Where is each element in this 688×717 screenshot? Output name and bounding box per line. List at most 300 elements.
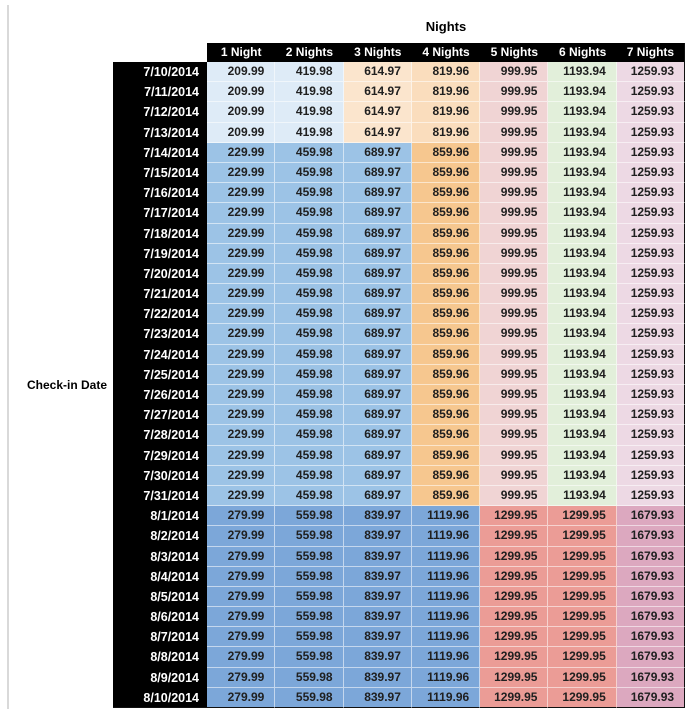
price-cell: 1119.96 xyxy=(412,547,480,567)
price-cell: 859.96 xyxy=(412,244,480,264)
check-in-date-cell: 7/12/2014 xyxy=(113,102,207,122)
column-header-5-nights: 5 Nights xyxy=(480,43,548,62)
price-cell: 1299.95 xyxy=(480,607,548,627)
price-cell: 279.99 xyxy=(207,526,275,546)
price-cell: 229.99 xyxy=(207,324,275,344)
price-cell: 1299.95 xyxy=(480,587,548,607)
price-cell: 1299.95 xyxy=(480,526,548,546)
check-in-date-cell: 7/28/2014 xyxy=(113,425,207,445)
price-cell: 229.99 xyxy=(207,365,275,385)
price-cell: 999.95 xyxy=(480,304,548,324)
price-cell: 459.98 xyxy=(275,446,343,466)
table-row xyxy=(113,304,685,324)
price-cell: 689.97 xyxy=(344,183,412,203)
check-in-date-cell: 7/24/2014 xyxy=(113,345,207,365)
price-cell: 999.95 xyxy=(480,143,548,163)
price-cell: 229.99 xyxy=(207,385,275,405)
price-cell: 1119.96 xyxy=(412,506,480,526)
price-cell: 559.98 xyxy=(275,547,343,567)
price-cell: 689.97 xyxy=(344,385,412,405)
check-in-date-cell: 7/20/2014 xyxy=(113,264,207,284)
price-cell: 1259.93 xyxy=(617,405,685,425)
table-row xyxy=(113,425,685,445)
check-in-date-cell: 7/30/2014 xyxy=(113,466,207,486)
price-cell: 229.99 xyxy=(207,284,275,304)
table-row xyxy=(113,143,685,163)
price-cell: 999.95 xyxy=(480,365,548,385)
price-cell: 689.97 xyxy=(344,304,412,324)
table-row xyxy=(113,526,685,546)
price-cell: 819.96 xyxy=(412,82,480,102)
table-row xyxy=(113,123,685,143)
price-cell: 209.99 xyxy=(207,102,275,122)
price-cell: 459.98 xyxy=(275,324,343,344)
price-cell: 1259.93 xyxy=(617,244,685,264)
price-cell: 229.99 xyxy=(207,244,275,264)
price-cell: 279.99 xyxy=(207,567,275,587)
check-in-date-cell: 7/13/2014 xyxy=(113,123,207,143)
table-row xyxy=(113,405,685,425)
price-cell: 1193.94 xyxy=(548,82,616,102)
price-cell: 1119.96 xyxy=(412,688,480,708)
table-row xyxy=(113,587,685,607)
check-in-date-cell: 7/23/2014 xyxy=(113,324,207,344)
table-row xyxy=(113,224,685,244)
price-cell: 689.97 xyxy=(344,345,412,365)
table-row xyxy=(113,62,685,82)
price-cell: 1259.93 xyxy=(617,264,685,284)
table-row xyxy=(113,365,685,385)
price-cell: 1259.93 xyxy=(617,284,685,304)
price-cell: 1299.95 xyxy=(548,506,616,526)
price-cell: 1259.93 xyxy=(617,486,685,506)
price-cell: 1119.96 xyxy=(412,627,480,647)
price-cell: 689.97 xyxy=(344,324,412,344)
price-cell: 1259.93 xyxy=(617,203,685,223)
price-cell: 859.96 xyxy=(412,405,480,425)
price-cell: 1299.95 xyxy=(480,547,548,567)
price-cell: 1299.95 xyxy=(548,627,616,647)
check-in-date-cell: 8/7/2014 xyxy=(113,627,207,647)
price-cell: 279.99 xyxy=(207,587,275,607)
check-in-date-axis-label: Check-in Date xyxy=(26,378,107,392)
price-cell: 459.98 xyxy=(275,486,343,506)
price-cell: 999.95 xyxy=(480,425,548,445)
price-cell: 1119.96 xyxy=(412,526,480,546)
price-cell: 689.97 xyxy=(344,405,412,425)
price-cell: 459.98 xyxy=(275,203,343,223)
check-in-date-cell: 7/16/2014 xyxy=(113,183,207,203)
price-cell: 1193.94 xyxy=(548,486,616,506)
price-cell: 859.96 xyxy=(412,224,480,244)
price-cell: 819.96 xyxy=(412,62,480,82)
price-cell: 1299.95 xyxy=(480,647,548,667)
price-cell: 1679.93 xyxy=(617,627,685,647)
price-cell: 229.99 xyxy=(207,264,275,284)
price-cell: 1259.93 xyxy=(617,345,685,365)
price-cell: 459.98 xyxy=(275,224,343,244)
check-in-date-cell: 7/10/2014 xyxy=(113,62,207,82)
price-cell: 1193.94 xyxy=(548,345,616,365)
check-in-date-cell: 8/4/2014 xyxy=(113,567,207,587)
price-cell: 859.96 xyxy=(412,486,480,506)
price-cell: 229.99 xyxy=(207,163,275,183)
price-cell: 229.99 xyxy=(207,224,275,244)
price-cell: 559.98 xyxy=(275,567,343,587)
price-cell: 999.95 xyxy=(480,466,548,486)
price-cell: 839.97 xyxy=(344,567,412,587)
price-cell: 1299.95 xyxy=(548,587,616,607)
price-cell: 839.97 xyxy=(344,607,412,627)
check-in-date-cell: 7/29/2014 xyxy=(113,446,207,466)
price-cell: 999.95 xyxy=(480,102,548,122)
table-row xyxy=(113,244,685,264)
table-row xyxy=(113,688,685,708)
price-cell: 859.96 xyxy=(412,264,480,284)
price-cell: 1299.95 xyxy=(548,607,616,627)
table-row xyxy=(113,345,685,365)
price-cell: 209.99 xyxy=(207,123,275,143)
price-cell: 209.99 xyxy=(207,62,275,82)
check-in-date-cell: 8/2/2014 xyxy=(113,526,207,546)
table-row xyxy=(113,668,685,688)
check-in-date-cell: 8/8/2014 xyxy=(113,647,207,667)
price-cell: 459.98 xyxy=(275,183,343,203)
price-cell: 859.96 xyxy=(412,365,480,385)
check-in-date-cell: 7/27/2014 xyxy=(113,405,207,425)
table-row xyxy=(113,102,685,122)
price-cell: 209.99 xyxy=(207,82,275,102)
price-cell: 1193.94 xyxy=(548,284,616,304)
price-cell: 1193.94 xyxy=(548,425,616,445)
price-cell: 1679.93 xyxy=(617,526,685,546)
table-row xyxy=(113,446,685,466)
price-cell: 859.96 xyxy=(412,183,480,203)
table-row xyxy=(113,486,685,506)
table-row xyxy=(113,385,685,405)
price-cell: 1299.95 xyxy=(480,506,548,526)
price-cell: 229.99 xyxy=(207,466,275,486)
price-cell: 459.98 xyxy=(275,264,343,284)
price-cell: 999.95 xyxy=(480,183,548,203)
price-cell: 999.95 xyxy=(480,224,548,244)
table-row xyxy=(113,284,685,304)
price-cell: 999.95 xyxy=(480,385,548,405)
price-cell: 839.97 xyxy=(344,526,412,546)
price-cell: 1679.93 xyxy=(617,587,685,607)
price-cell: 1259.93 xyxy=(617,304,685,324)
price-cell: 229.99 xyxy=(207,446,275,466)
corner-spacer xyxy=(113,43,207,62)
table-row xyxy=(113,264,685,284)
price-cell: 1193.94 xyxy=(548,385,616,405)
check-in-date-cell: 8/10/2014 xyxy=(113,688,207,708)
price-cell: 999.95 xyxy=(480,82,548,102)
price-cell: 559.98 xyxy=(275,526,343,546)
price-cell: 279.99 xyxy=(207,547,275,567)
table-row xyxy=(113,82,685,102)
price-cell: 999.95 xyxy=(480,345,548,365)
price-cell: 1299.95 xyxy=(548,668,616,688)
column-header-1-night: 1 Night xyxy=(207,43,275,62)
price-cell: 419.98 xyxy=(275,82,343,102)
price-cell: 1193.94 xyxy=(548,264,616,284)
price-cell: 999.95 xyxy=(480,244,548,264)
price-cell: 859.96 xyxy=(412,304,480,324)
check-in-date-cell: 7/15/2014 xyxy=(113,163,207,183)
price-cell: 1193.94 xyxy=(548,244,616,264)
price-cell: 559.98 xyxy=(275,627,343,647)
price-cell: 1259.93 xyxy=(617,143,685,163)
check-in-date-cell: 7/21/2014 xyxy=(113,284,207,304)
price-cell: 229.99 xyxy=(207,183,275,203)
check-in-date-cell: 7/18/2014 xyxy=(113,224,207,244)
price-cell: 859.96 xyxy=(412,385,480,405)
table-body xyxy=(113,62,685,708)
price-cell: 1193.94 xyxy=(548,183,616,203)
price-cell: 229.99 xyxy=(207,425,275,445)
price-cell: 1679.93 xyxy=(617,607,685,627)
price-cell: 279.99 xyxy=(207,668,275,688)
check-in-date-cell: 8/6/2014 xyxy=(113,607,207,627)
price-cell: 999.95 xyxy=(480,446,548,466)
price-cell: 1299.95 xyxy=(480,688,548,708)
price-cell: 459.98 xyxy=(275,304,343,324)
check-in-date-cell: 8/5/2014 xyxy=(113,587,207,607)
price-cell: 1259.93 xyxy=(617,183,685,203)
price-cell: 839.97 xyxy=(344,668,412,688)
left-gridline xyxy=(7,5,9,709)
price-cell: 1259.93 xyxy=(617,365,685,385)
price-cell: 999.95 xyxy=(480,324,548,344)
price-cell: 839.97 xyxy=(344,587,412,607)
price-cell: 614.97 xyxy=(344,62,412,82)
table-row xyxy=(113,607,685,627)
price-cell: 999.95 xyxy=(480,123,548,143)
price-cell: 999.95 xyxy=(480,203,548,223)
check-in-date-cell: 7/17/2014 xyxy=(113,203,207,223)
pricing-table xyxy=(113,43,685,708)
check-in-date-cell: 7/22/2014 xyxy=(113,304,207,324)
price-cell: 559.98 xyxy=(275,506,343,526)
price-cell: 819.96 xyxy=(412,123,480,143)
price-cell: 1259.93 xyxy=(617,224,685,244)
price-cell: 1259.93 xyxy=(617,425,685,445)
price-cell: 859.96 xyxy=(412,163,480,183)
price-cell: 1119.96 xyxy=(412,647,480,667)
table-header-row xyxy=(113,43,685,62)
price-cell: 419.98 xyxy=(275,123,343,143)
price-cell: 689.97 xyxy=(344,143,412,163)
price-cell: 1679.93 xyxy=(617,547,685,567)
price-cell: 1193.94 xyxy=(548,304,616,324)
price-cell: 229.99 xyxy=(207,203,275,223)
price-cell: 614.97 xyxy=(344,102,412,122)
table-row xyxy=(113,547,685,567)
check-in-date-cell: 8/1/2014 xyxy=(113,506,207,526)
price-cell: 689.97 xyxy=(344,264,412,284)
table-row xyxy=(113,183,685,203)
column-header-6-nights: 6 Nights xyxy=(548,43,616,62)
price-cell: 419.98 xyxy=(275,102,343,122)
price-cell: 1259.93 xyxy=(617,446,685,466)
price-cell: 459.98 xyxy=(275,244,343,264)
price-cell: 1193.94 xyxy=(548,123,616,143)
price-cell: 559.98 xyxy=(275,587,343,607)
price-cell: 1679.93 xyxy=(617,567,685,587)
price-cell: 999.95 xyxy=(480,284,548,304)
table-row xyxy=(113,647,685,667)
price-cell: 689.97 xyxy=(344,486,412,506)
price-cell: 1119.96 xyxy=(412,607,480,627)
price-cell: 689.97 xyxy=(344,365,412,385)
price-cell: 689.97 xyxy=(344,163,412,183)
price-cell: 1193.94 xyxy=(548,62,616,82)
price-cell: 1193.94 xyxy=(548,324,616,344)
price-cell: 999.95 xyxy=(480,264,548,284)
price-cell: 1259.93 xyxy=(617,385,685,405)
price-cell: 999.95 xyxy=(480,486,548,506)
price-cell: 839.97 xyxy=(344,688,412,708)
price-cell: 459.98 xyxy=(275,365,343,385)
column-header-3-nights: 3 Nights xyxy=(344,43,412,62)
price-cell: 229.99 xyxy=(207,486,275,506)
price-cell: 559.98 xyxy=(275,607,343,627)
price-cell: 1299.95 xyxy=(548,567,616,587)
price-cell: 559.98 xyxy=(275,647,343,667)
price-cell: 859.96 xyxy=(412,143,480,163)
price-cell: 419.98 xyxy=(275,62,343,82)
price-cell: 689.97 xyxy=(344,224,412,244)
price-cell: 1299.95 xyxy=(548,526,616,546)
check-in-date-cell: 7/26/2014 xyxy=(113,385,207,405)
price-cell: 1679.93 xyxy=(617,688,685,708)
table-row xyxy=(113,203,685,223)
check-in-date-cell: 7/11/2014 xyxy=(113,82,207,102)
price-cell: 614.97 xyxy=(344,82,412,102)
table-row xyxy=(113,567,685,587)
price-cell: 1299.95 xyxy=(548,547,616,567)
price-cell: 859.96 xyxy=(412,466,480,486)
price-cell: 459.98 xyxy=(275,425,343,445)
price-cell: 279.99 xyxy=(207,607,275,627)
price-cell: 1259.93 xyxy=(617,62,685,82)
price-cell: 459.98 xyxy=(275,284,343,304)
price-cell: 1259.93 xyxy=(617,324,685,344)
price-cell: 1119.96 xyxy=(412,587,480,607)
price-cell: 1299.95 xyxy=(480,567,548,587)
price-cell: 1193.94 xyxy=(548,446,616,466)
price-cell: 689.97 xyxy=(344,284,412,304)
price-cell: 859.96 xyxy=(412,345,480,365)
price-cell: 1193.94 xyxy=(548,224,616,244)
price-cell: 1299.95 xyxy=(548,688,616,708)
price-cell: 1259.93 xyxy=(617,163,685,183)
price-cell: 1259.93 xyxy=(617,123,685,143)
price-cell: 689.97 xyxy=(344,203,412,223)
price-cell: 1679.93 xyxy=(617,506,685,526)
price-cell: 689.97 xyxy=(344,446,412,466)
price-cell: 1193.94 xyxy=(548,143,616,163)
price-cell: 859.96 xyxy=(412,446,480,466)
price-cell: 859.96 xyxy=(412,203,480,223)
column-header-2-nights: 2 Nights xyxy=(275,43,343,62)
price-cell: 1193.94 xyxy=(548,203,616,223)
price-cell: 279.99 xyxy=(207,688,275,708)
price-cell: 1679.93 xyxy=(617,668,685,688)
price-cell: 1193.94 xyxy=(548,365,616,385)
price-cell: 279.99 xyxy=(207,627,275,647)
table-row xyxy=(113,506,685,526)
check-in-date-cell: 7/25/2014 xyxy=(113,365,207,385)
check-in-date-cell: 7/31/2014 xyxy=(113,486,207,506)
price-cell: 859.96 xyxy=(412,284,480,304)
column-header-4-nights: 4 Nights xyxy=(412,43,480,62)
table-row xyxy=(113,466,685,486)
column-header-7-nights: 7 Nights xyxy=(617,43,685,62)
price-cell: 1193.94 xyxy=(548,466,616,486)
price-cell: 459.98 xyxy=(275,163,343,183)
price-cell: 839.97 xyxy=(344,506,412,526)
price-cell: 1299.95 xyxy=(480,668,548,688)
price-cell: 229.99 xyxy=(207,345,275,365)
price-cell: 229.99 xyxy=(207,304,275,324)
price-cell: 559.98 xyxy=(275,668,343,688)
price-cell: 459.98 xyxy=(275,385,343,405)
price-cell: 819.96 xyxy=(412,102,480,122)
price-cell: 1259.93 xyxy=(617,466,685,486)
price-cell: 1119.96 xyxy=(412,567,480,587)
price-cell: 839.97 xyxy=(344,627,412,647)
price-cell: 1193.94 xyxy=(548,405,616,425)
price-cell: 1679.93 xyxy=(617,647,685,667)
price-cell: 1259.93 xyxy=(617,82,685,102)
price-cell: 999.95 xyxy=(480,405,548,425)
table-row xyxy=(113,627,685,647)
price-cell: 1299.95 xyxy=(480,627,548,647)
price-cell: 459.98 xyxy=(275,345,343,365)
table-row xyxy=(113,324,685,344)
nights-axis-title: Nights xyxy=(425,19,467,34)
price-cell: 1193.94 xyxy=(548,102,616,122)
check-in-date-cell: 8/3/2014 xyxy=(113,547,207,567)
price-cell: 689.97 xyxy=(344,244,412,264)
price-cell: 1259.93 xyxy=(617,102,685,122)
price-cell: 689.97 xyxy=(344,425,412,445)
price-cell: 999.95 xyxy=(480,62,548,82)
price-cell: 999.95 xyxy=(480,163,548,183)
price-cell: 859.96 xyxy=(412,425,480,445)
price-cell: 459.98 xyxy=(275,466,343,486)
price-cell: 1119.96 xyxy=(412,668,480,688)
price-cell: 229.99 xyxy=(207,405,275,425)
price-cell: 689.97 xyxy=(344,466,412,486)
price-cell: 279.99 xyxy=(207,647,275,667)
check-in-date-cell: 7/14/2014 xyxy=(113,143,207,163)
price-cell: 229.99 xyxy=(207,143,275,163)
price-cell: 279.99 xyxy=(207,506,275,526)
price-cell: 1193.94 xyxy=(548,163,616,183)
price-cell: 459.98 xyxy=(275,143,343,163)
price-cell: 614.97 xyxy=(344,123,412,143)
check-in-date-cell: 7/19/2014 xyxy=(113,244,207,264)
price-cell: 459.98 xyxy=(275,405,343,425)
table-row xyxy=(113,163,685,183)
price-cell: 839.97 xyxy=(344,547,412,567)
price-cell: 859.96 xyxy=(412,324,480,344)
price-cell: 1299.95 xyxy=(548,647,616,667)
price-cell: 839.97 xyxy=(344,647,412,667)
